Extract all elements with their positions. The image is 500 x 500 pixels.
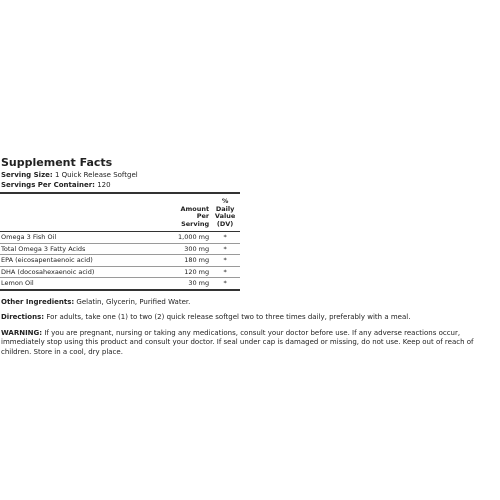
servings-per-container-label: Servings Per Container: — [1, 181, 95, 189]
table-row — [0, 266, 240, 278]
servings-per-container-value: 120 — [97, 181, 111, 189]
ingredient-dv: * — [210, 232, 240, 244]
serving-size-line — [0, 170, 500, 180]
warning-text: If you are pregnant, nursing or taking any medications, consult your doctor before use. If any adverse reactions occur, immediately stop using this product and consult your doctor. If seal under cap is damaged or missing, do not use. Keep out of reach of children. Store in a cool, dry place. — [1, 328, 474, 356]
table-row — [0, 278, 240, 290]
ingredient-amount: 1,000 mg — [178, 233, 210, 241]
facts-header-blank — [0, 194, 176, 232]
directions-text: For adults, take one (1) to two (2) quick release softgel two to three times daily, preferably with a meal. — [46, 313, 411, 321]
servings-per-container-line — [0, 180, 500, 190]
dv-header-line: Value — [214, 212, 236, 220]
serving-size-value: 1 Quick Release Softgel — [54, 171, 138, 179]
ingredient-name: DHA (docosahexaenoic acid) — [0, 266, 176, 278]
ingredient-name: Omega 3 Fish Oil — [0, 232, 176, 244]
ingredient-name: Lemon Oil — [0, 278, 176, 290]
supplement-facts-title: Supplement Facts — [1, 156, 113, 169]
other-ingredients — [0, 298, 497, 308]
amount-header-line: Per — [196, 212, 210, 220]
ingredient-amount: 180 mg — [176, 255, 210, 267]
directions — [0, 313, 497, 323]
table-row — [0, 232, 240, 244]
ingredient-amount: 30 mg — [176, 278, 210, 290]
table-row — [0, 255, 240, 267]
serving-size-label: Serving Size: — [1, 171, 53, 179]
dv-header-line: % — [221, 197, 229, 205]
amount-per-serving-header — [176, 194, 210, 232]
ingredient-dv: * — [210, 266, 240, 278]
amount-header-line: Amount — [180, 204, 210, 213]
amount-header-line: Serving — [181, 219, 210, 228]
ingredient-name: Total Omega 3 Fatty Acids — [0, 243, 176, 255]
table-row — [0, 243, 240, 255]
supplement-facts-document — [0, 156, 500, 357]
directions-label: Directions: — [1, 313, 45, 321]
ingredient-amount: 300 mg — [176, 243, 210, 255]
other-ingredients-text: Gelatin, Glycerin, Purified Water. — [76, 297, 191, 306]
supplement-facts-table — [0, 194, 240, 291]
warning-label: WARNING: — [1, 328, 43, 337]
facts-header-row — [0, 194, 240, 232]
ingredient-dv: * — [210, 243, 240, 255]
ingredient-amount: 120 mg — [176, 266, 210, 278]
dv-header-line: Daily — [215, 204, 235, 213]
other-ingredients-label: Other Ingredients: — [1, 297, 75, 306]
dv-header-line: (DV) — [216, 219, 234, 228]
warning — [0, 329, 497, 358]
ingredient-dv: * — [210, 278, 240, 290]
ingredient-name: EPA (eicosapentaenoic acid) — [0, 255, 176, 267]
daily-value-header — [210, 194, 240, 232]
ingredient-dv: * — [210, 255, 240, 267]
